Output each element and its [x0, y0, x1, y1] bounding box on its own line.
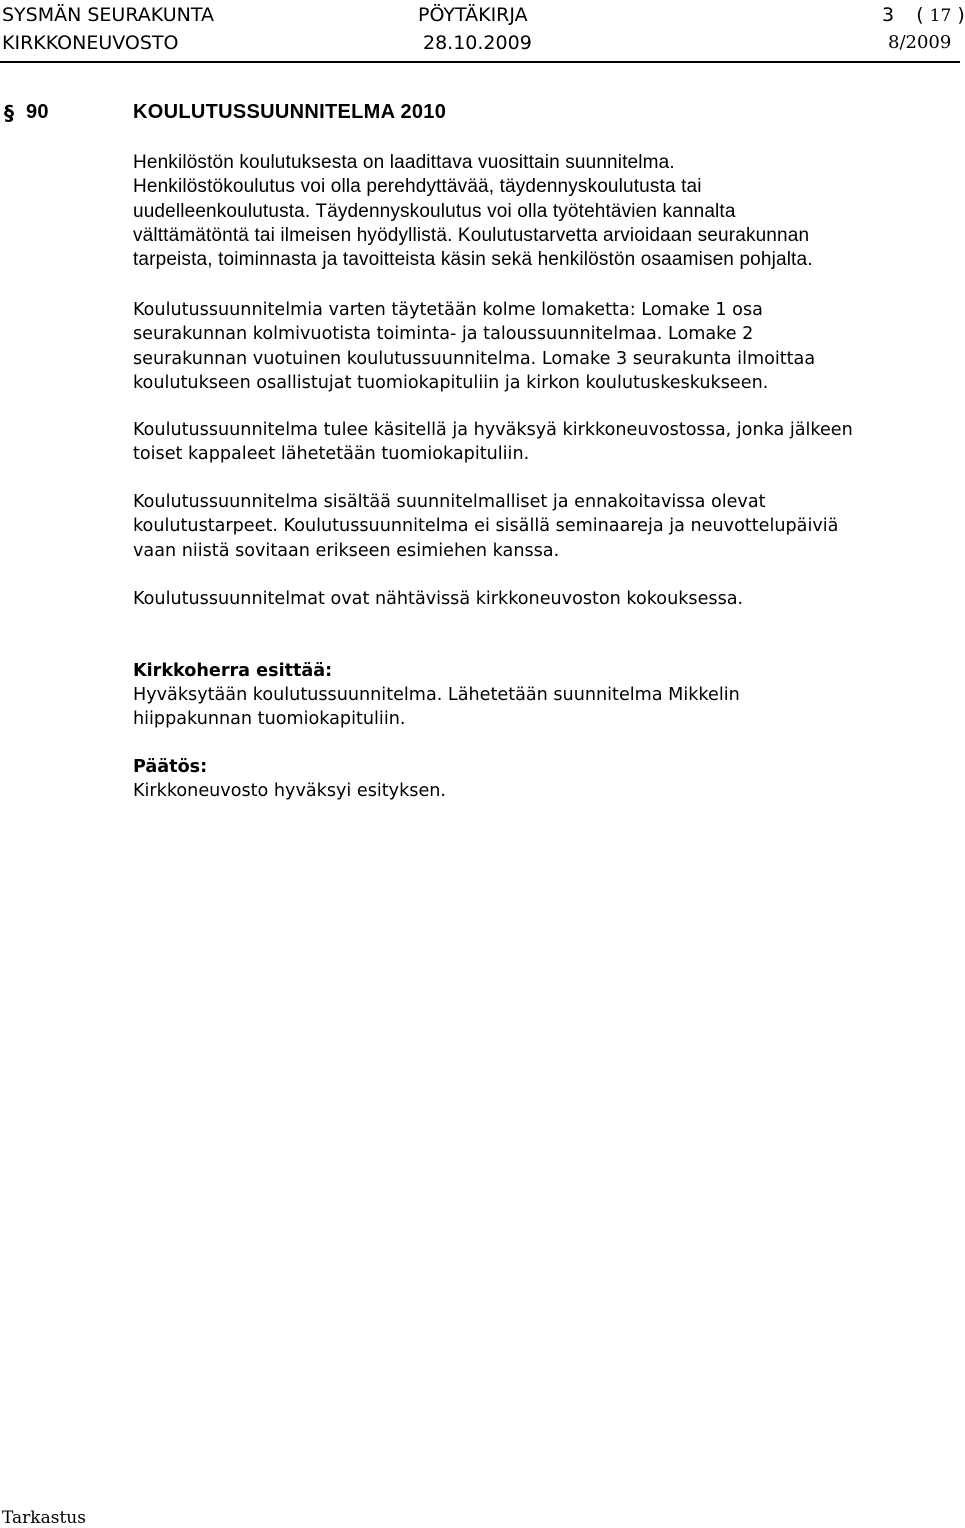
- paragraph-3: Koulutussuunnitelma tulee käsitellä ja hyväksyä kirkkoneuvostossa, jonka jälkeen toiset kappaleet lähetetään tuomiokapituliin.: [133, 420, 853, 465]
- page-paren-open: (: [916, 4, 924, 26]
- section-number: 90: [26, 101, 49, 123]
- proposal-heading: Kirkkoherra esittää:: [133, 661, 333, 681]
- body-name: KIRKKONEUVOSTO: [2, 32, 179, 54]
- decision-heading: Päätös:: [133, 757, 208, 777]
- paragraph-1-part-b: Koulutustarvetta arvioidaan seurakunnan tarpeista, toiminnasta ja tavoitteista käsin sekä henkilöstön osaamisen pohjalta.: [133, 224, 813, 271]
- document-type: PÖYTÄKIRJA: [418, 4, 528, 26]
- organization-name: SYSMÄN SEURAKUNTA: [2, 4, 214, 26]
- paragraph-1: [133, 151, 958, 272]
- paragraph-4: Koulutussuunnitelma sisältää suunnitelmalliset ja ennakoitavissa olevat koulutustarpeet. Koulutussuunnitelma ei sisällä seminaareja ja neuvottelupäiviä vaan niistä sovitaan erikseen esimiehen kanssa.: [133, 492, 839, 561]
- page-total: 17: [929, 6, 952, 26]
- paragraph-5: Koulutussuunnitelmat ovat nähtävissä kirkkoneuvoston kokouksessa.: [133, 589, 744, 609]
- footer-review-label: Tarkastus: [2, 1508, 86, 1528]
- paragraph-2: Koulutussuunnitelmia varten täytetään kolme lomaketta: Lomake 1 osa seurakunnan kolmivuotista toiminta- ja taloussuunnitelmaa. Lomake 2 seurakunnan vuotuinen koulutussuunnitelma. Lomake 3 seurakunta ilmoittaa koulutukseen osallistujat tuomiokapituliin ja kirkon koulutuskeskukseen.: [133, 300, 816, 393]
- meeting-number: 8/2009: [888, 32, 952, 53]
- proposal-text: Hyväksytään koulutussuunnitelma. Lähetetään suunnitelma Mikkelin hiippakunnan tuomiokapituliin.: [133, 685, 740, 730]
- section-symbol: §: [4, 101, 14, 125]
- meeting-date: 28.10.2009: [423, 32, 532, 54]
- header-divider: [0, 61, 960, 63]
- page-paren-close: ): [957, 4, 965, 26]
- page-number: 3: [882, 4, 895, 26]
- decision-text: Kirkkoneuvosto hyväksyi esityksen.: [133, 781, 447, 801]
- section-title: KOULUTUSSUUNNITELMA 2010: [133, 101, 447, 123]
- paragraph-1-part-a: Henkilöstön koulutuksesta on laadittava vuosittain suunnitelma. Henkilöstökoulutus voi olla perehdyttävää, täydennyskoulutusta tai uudelleenkoulutusta. Täydennyskoulutus voi olla työtehtävien kannalta välttämätöntä tai ilmeisen hyödyllistä.: [133, 152, 736, 246]
- page-indicator: [882, 3, 965, 28]
